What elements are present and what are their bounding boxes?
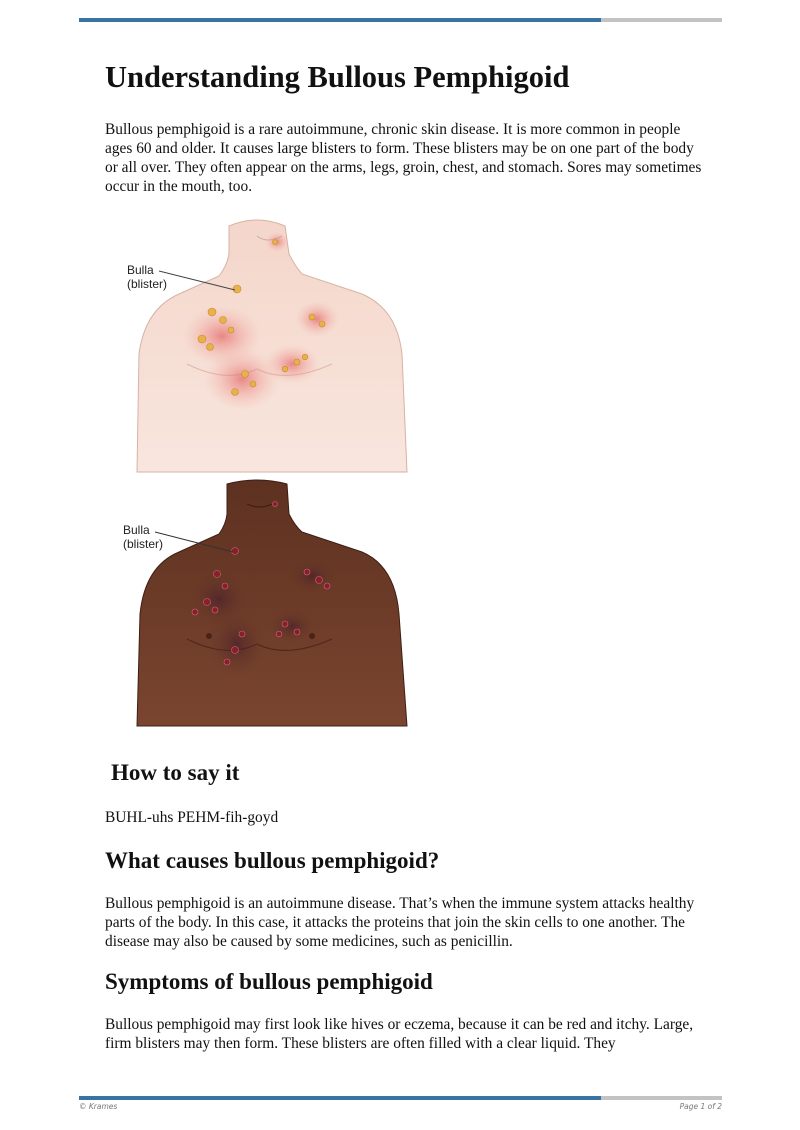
bottom-rule-accent [79,1096,601,1100]
dark-skin-chest [123,480,407,726]
intro-paragraph: Bullous pemphigoid is a rare autoimmune, chronic skin disease. It is more common in people ages 60 and older. It causes large blisters to form. These blisters may be on one part of the body or all over. They often appear on the arms, legs, groin, chest, and stomach. Sores may sometimes occur in the mouth, too. [105,121,702,195]
illustration-bullous-pemphigoid [107,214,412,742]
causes-paragraph: Bullous pemphigoid is an autoimmune disease. That’s when the immune system attacks healthy parts of the body. In this case, it attacks the proteins that join the skin cells to one another. The disease may also be caused by some medicines, such as penicillin. [105,895,695,950]
chest-illustrations [107,214,412,742]
page-title: Understanding Bullous Pemphigoid [105,60,570,94]
footer-page-number: Page 1 of 2 [679,1102,722,1111]
how-to-say-heading: How to say it [111,760,240,785]
top-bulla-label: Bulla [127,263,154,277]
light-skin-chest [127,220,407,472]
causes-heading: What causes bullous pemphigoid? [105,848,440,873]
bottom-bulla-label: Bulla [123,523,150,537]
bottom-blister-label: (blister) [123,537,164,551]
symptoms-heading: Symptoms of bullous pemphigoid [105,969,433,994]
top-rule [79,18,722,22]
pronunciation-text: BUHL-uhs PEHM-fih-goyd [105,809,279,826]
top-rule-accent [79,18,601,22]
bottom-rule [79,1096,722,1100]
footer-copyright: © Krames [79,1102,118,1111]
top-blister-label: (blister) [127,277,168,291]
document-body [105,52,705,1053]
symptoms-paragraph: Bullous pemphigoid may first look like hives or eczema, because it can be red and itchy. Large, firm blisters may then form. These blisters are often filled with a clear liquid. They [105,1016,694,1052]
